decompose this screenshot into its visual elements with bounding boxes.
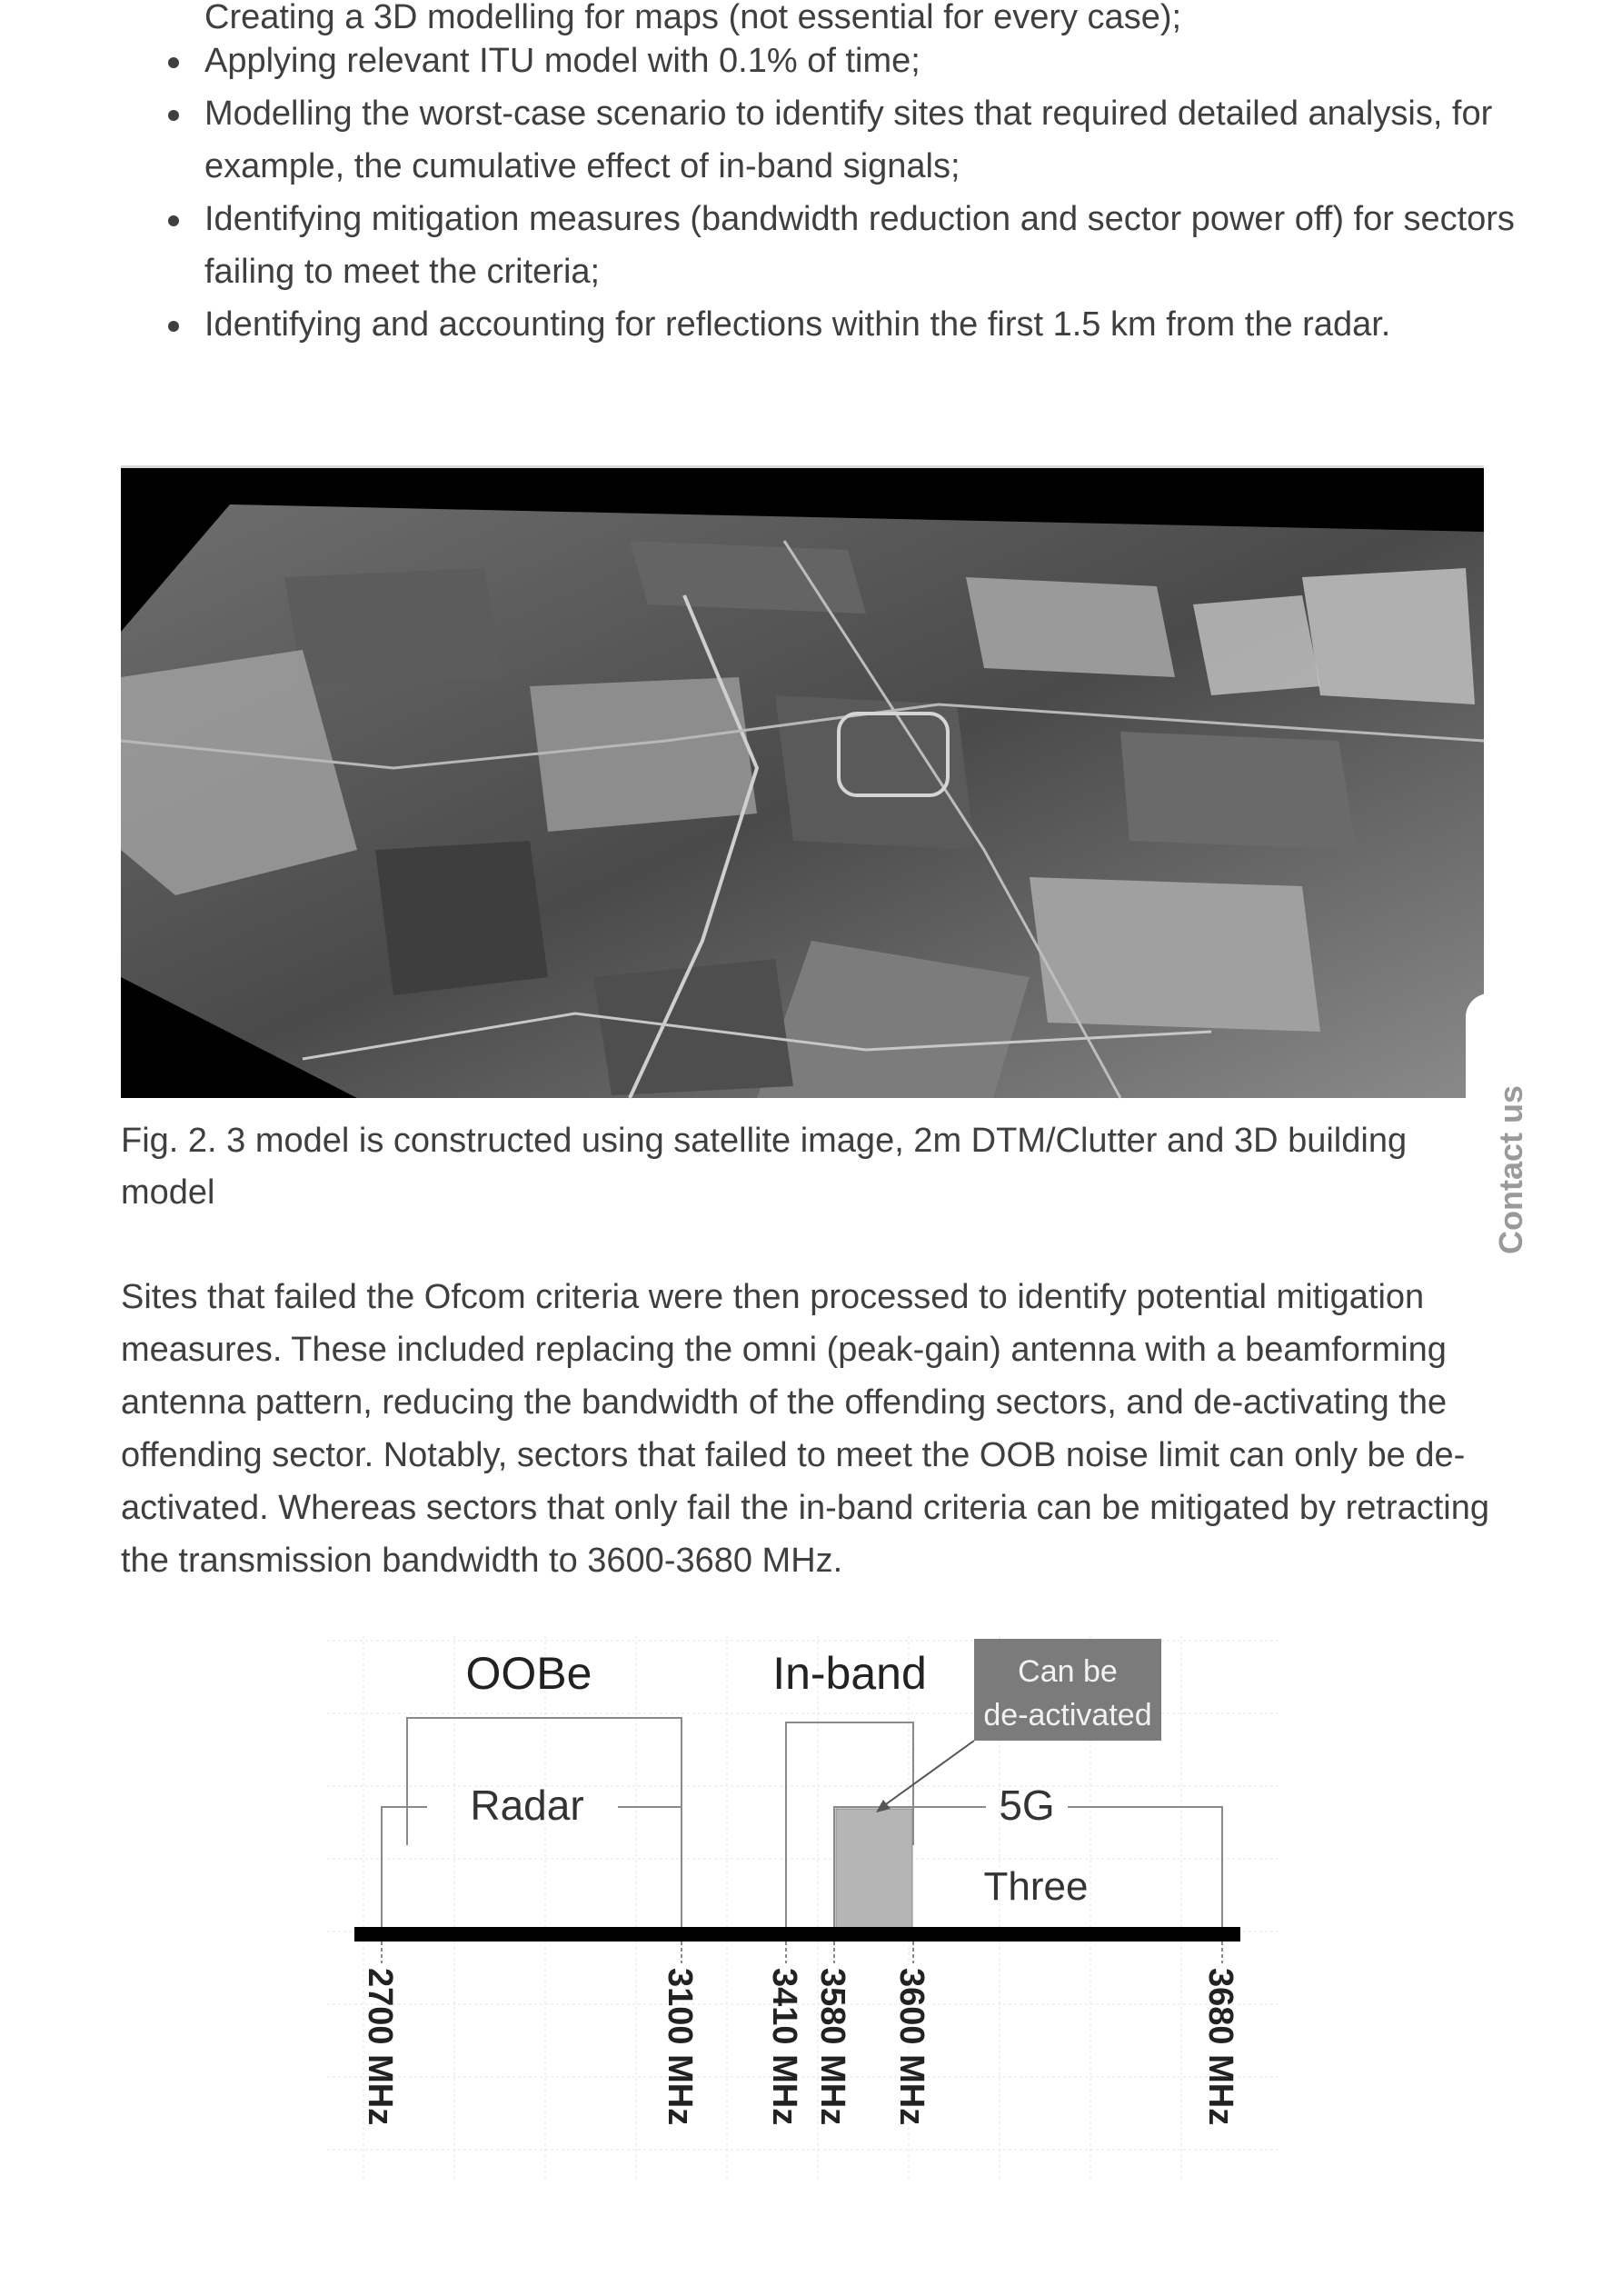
freq-label-3600: 3600 MHz [892, 1968, 930, 2126]
freq-label-3580: 3580 MHz [813, 1968, 851, 2126]
bullet-text: Identifying and accounting for reflections within the first 1.5 km from the radar. [204, 305, 1391, 344]
bullet-item [121, 35, 1520, 87]
bullet-dot-icon [168, 57, 179, 68]
bullet-item [121, 193, 1520, 298]
three-label: Three [983, 1864, 1089, 1909]
oobe-bracket [407, 1718, 682, 1941]
frequency-ticks [382, 1942, 1222, 1963]
bullet-text: Modelling the worst-case scenario to identify sites that required detailed analysis, for example, the cumulative effect of in-band signals; [204, 95, 1493, 185]
freq-label-3410: 3410 MHz [765, 1968, 803, 2126]
freq-label-2700: 2700 MHz [361, 1968, 399, 2126]
bullet-item [121, 298, 1520, 351]
radar-label: Radar [470, 1782, 584, 1829]
spectrum-bar [354, 1927, 1240, 1942]
bullet-item [121, 87, 1520, 193]
contact-us-tab[interactable] [1466, 993, 1622, 1293]
cut-off-bullet-text: Creating a 3D modelling for maps (not essential for every case); [204, 0, 1182, 36]
radar-bracket-left [382, 1807, 427, 1941]
callout-line-2: de-activated [983, 1698, 1152, 1732]
freq-label-3100: 3100 MHz [661, 1968, 699, 2126]
callout-pointer [880, 1741, 974, 1809]
freq-label-3680: 3680 MHz [1201, 1968, 1239, 2126]
fiveg-label: 5G [999, 1782, 1055, 1829]
radar-bracket-right [618, 1807, 682, 1941]
bullet-dot-icon [168, 321, 179, 332]
callout-line-1: Can be [1018, 1654, 1118, 1689]
satellite-terrain-image [121, 465, 1484, 1098]
bullet-text: Identifying mitigation measures (bandwidth reduction and sector power off) for sectors failing to meet the criteria; [204, 200, 1515, 291]
body-paragraph: Sites that failed the Ofcom criteria were then processed to identify potential mitigation measures. These included replacing the omni (peak-gain) antenna with a beamforming antenna pattern, reducing the bandwidth of the offending sectors, and de-activating the offending sector. Notably, sectors that failed to meet the OOB noise limit can only be de-activated. Whereas sectors that only fail the in-band criteria can be mitigated by retracting the transmission bandwidth to 3600-3680 MHz. [121, 1278, 1489, 1580]
deactivatable-band-block [836, 1809, 912, 1930]
bullet-text: Applying relevant ITU model with 0.1% of time; [204, 42, 920, 80]
bullet-list [121, 35, 1520, 351]
figure-caption: Fig. 2. 3 model is constructed using satellite image, 2m DTM/Clutter and 3D building model [121, 1122, 1408, 1212]
bullet-dot-icon [168, 215, 179, 226]
frequency-band-diagram [327, 1636, 1281, 2191]
contact-us-label[interactable]: Contact us [1492, 1084, 1529, 1254]
oobe-label: OOBe [465, 1648, 592, 1699]
terrain-illustration [121, 468, 1484, 1098]
inband-label: In-band [772, 1648, 927, 1699]
bullet-dot-icon [168, 110, 179, 121]
